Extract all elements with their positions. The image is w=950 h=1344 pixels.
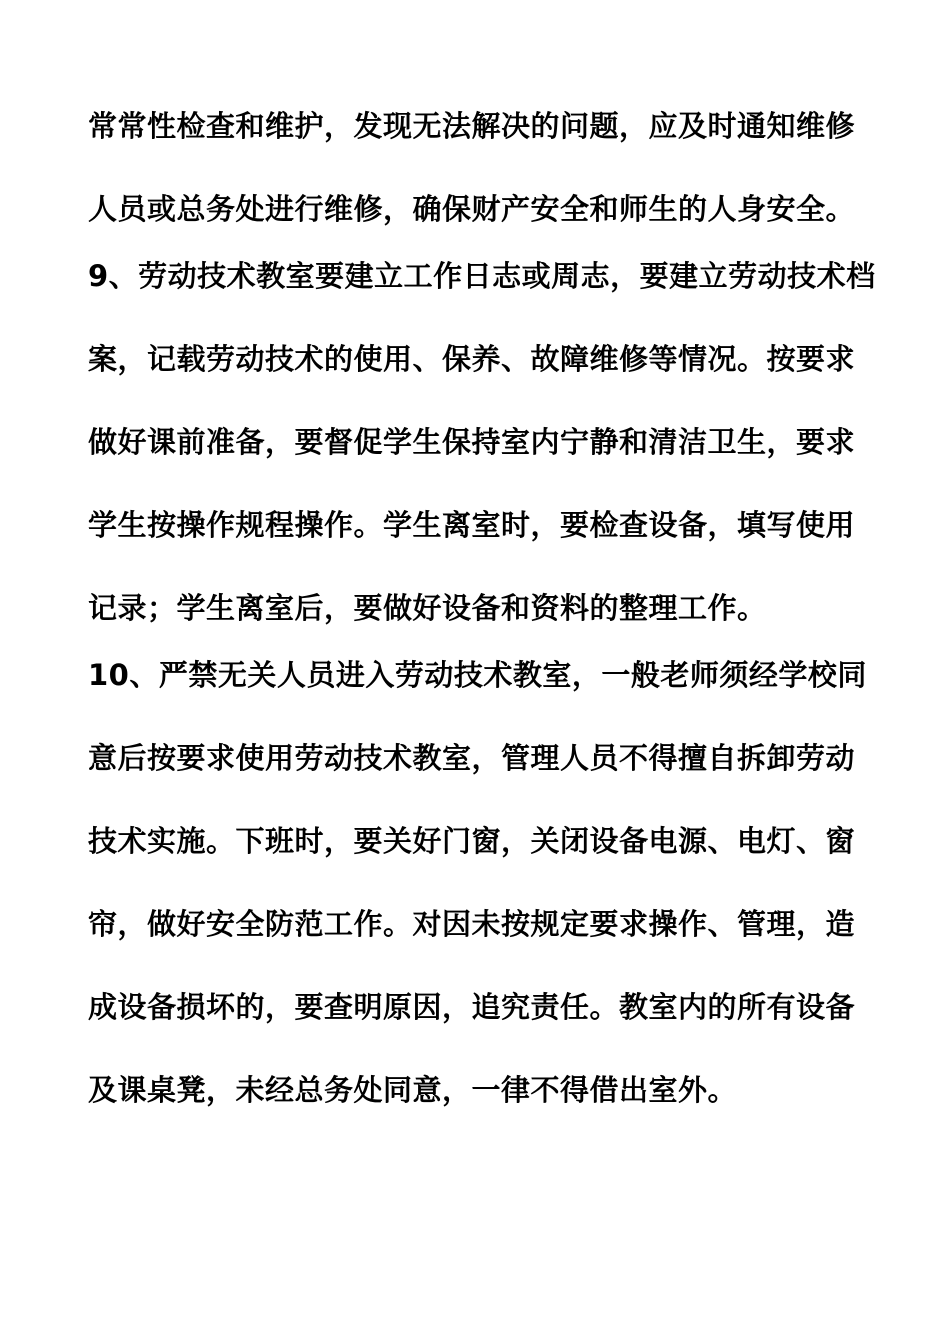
text-line: 10、严禁无关人员进入劳动技术教室，一般老师须经学校同 xyxy=(88,658,867,692)
text-line: 成设备损坏的，要查明原因，追究责任。教室内的所有设备 xyxy=(88,990,856,1024)
text-line: 记录；学生离室后，要做好设备和资料的整理工作。 xyxy=(88,591,767,625)
text-line: 意后按要求使用劳动技术教室，管理人员不得擅自拆卸劳动 xyxy=(88,741,856,775)
text-line: 人员或总务处进行维修，确保财产安全和师生的人身安全。 xyxy=(88,192,856,226)
text-line: 9、劳动技术教室要建立工作日志或周志，要建立劳动技术档 xyxy=(88,259,876,293)
text-line: 帘，做好安全防范工作。对因未按规定要求操作、管理，造 xyxy=(88,907,856,941)
text-line: 及课桌凳，未经总务处同意，一律不得借出室外。 xyxy=(88,1073,738,1107)
text-line: 技术实施。下班时，要关好门窗，关闭设备电源、电灯、窗 xyxy=(88,824,856,858)
text-line: 做好课前准备，要督促学生保持室内宁静和清洁卫生，要求 xyxy=(88,425,856,459)
text-line: 常常性检查和维护，发现无法解决的问题，应及时通知维修 xyxy=(88,109,856,143)
text-line: 案，记载劳动技术的使用、保养、故障维修等情况。按要求 xyxy=(88,342,856,376)
text-line: 学生按操作规程操作。学生离室时，要检查设备，填写使用 xyxy=(88,508,856,542)
